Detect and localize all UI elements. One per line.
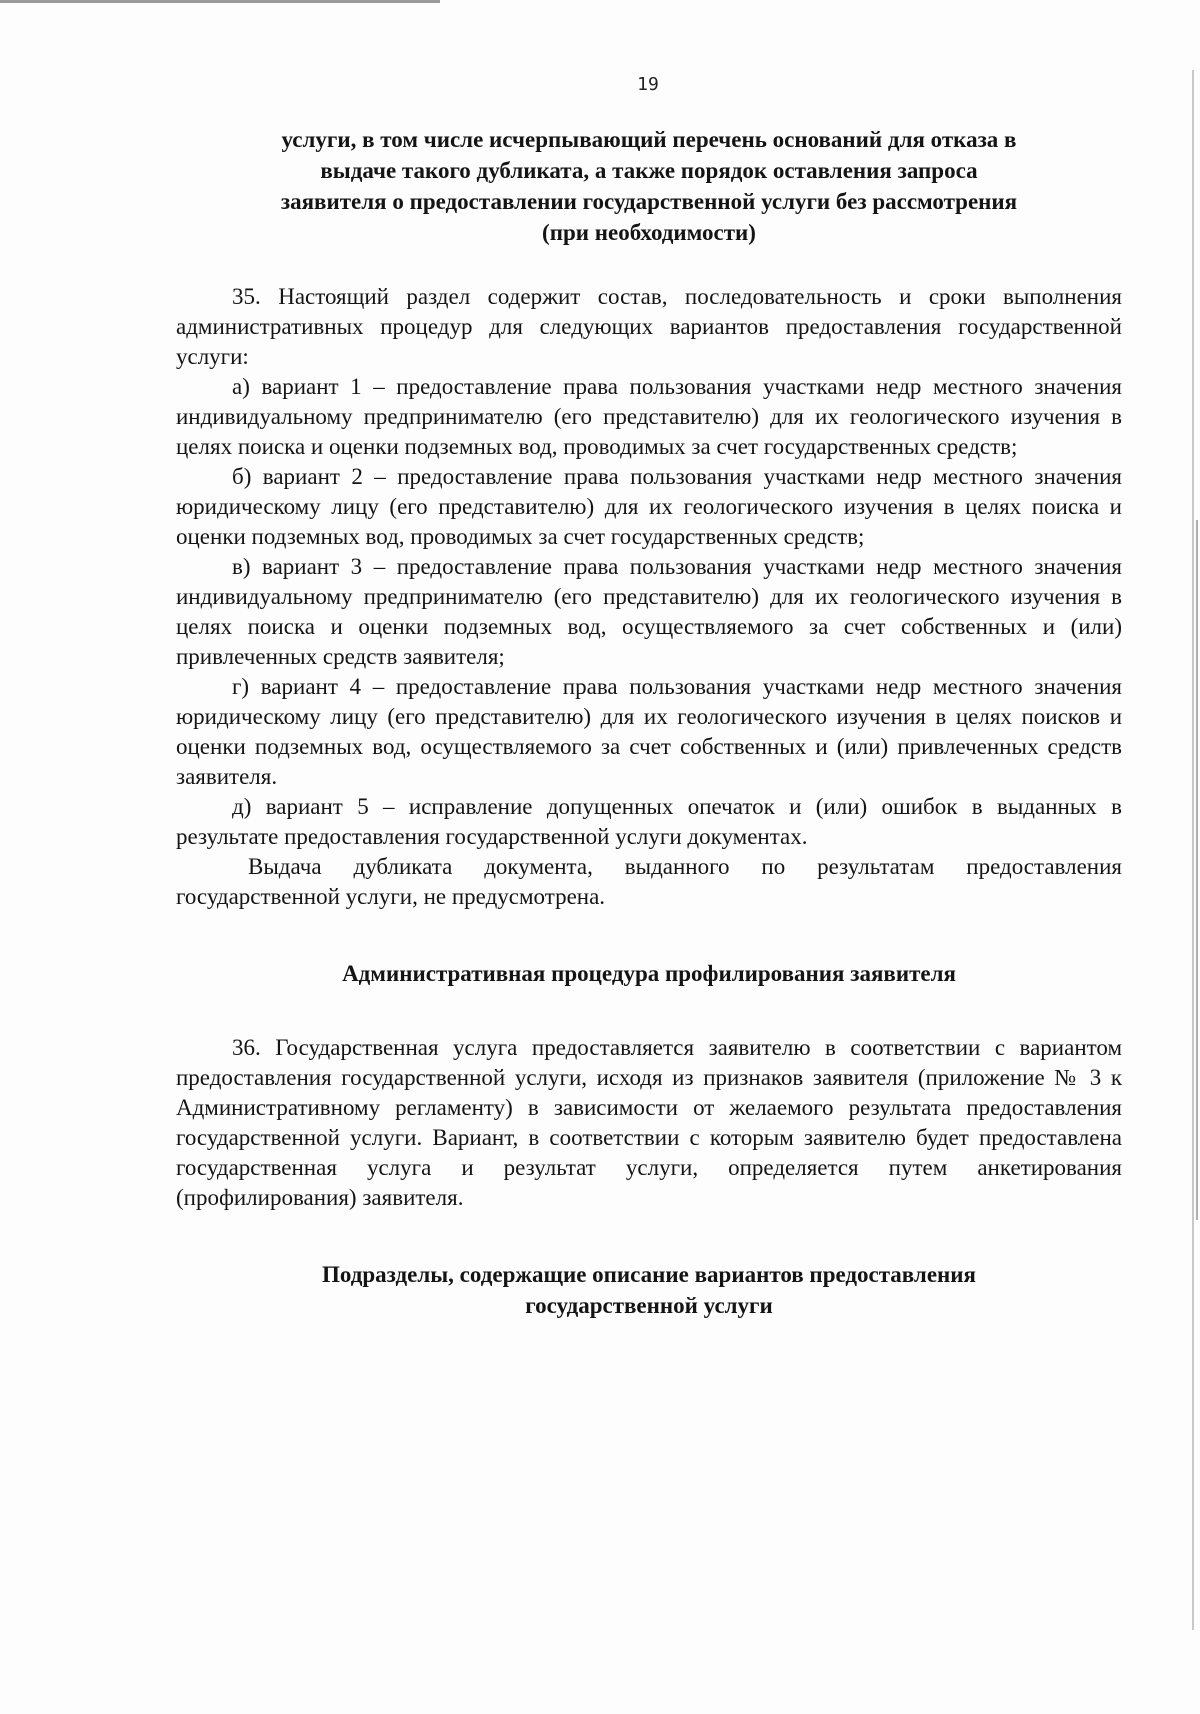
scan-edge-top [0, 0, 440, 3]
document-content [176, 124, 1122, 1321]
section-heading-profiling: Административная процедура профилирования заявителя [342, 961, 956, 986]
section-heading-top [176, 124, 1122, 248]
heading-line: выдаче такого дубликата, а также порядок оставления запроса [320, 158, 978, 183]
paragraph-35-intro: 35. Настоящий раздел содержит состав, последовательность и сроки выполнения административных процедур для следующих вариантов предоставления государственной услуги: [176, 284, 1122, 369]
variant-item-b: б) вариант 2 – предоставление права пользования участками недр местного значения юридическому лицу (его представителю) для их геологического изучения в целях поиска и оценки подземных вод, проводимых за счет государственных средств; [176, 464, 1122, 549]
variant-item-a: а) вариант 1 – предоставление права пользования участками недр местного значения индивидуальному предпринимателю (его представителю) для их геологического изучения в целях поиска и оценки подземных вод, проводимых за счет государственных средств; [176, 374, 1122, 459]
heading-line: Подразделы, содержащие описание вариантов предоставления [322, 1262, 976, 1287]
heading-line: услуги, в том числе исчерпывающий перечень оснований для отказа в [281, 127, 1017, 152]
variant-item-v: в) вариант 3 – предоставление права пользования участками недр местного значения индивидуальному предпринимателю (его представителю) для их геологического изучения в целях поиска и оценки подземных вод, осуществляемого за счет собственных и (или) привлеченных средств заявителя; [176, 554, 1122, 669]
scan-edge-right-shadow [1196, 520, 1198, 1220]
section-35 [176, 282, 1122, 912]
scan-edge-right [1192, 70, 1194, 1630]
heading-line: (при необходимости) [542, 220, 756, 245]
duplicate-note: Выдача дубликата документа, выданного по результатам предоставления государственной услуги, не предусмотрена. [176, 854, 1122, 909]
paragraph-36: 36. Государственная услуга предоставляется заявителю в соответствии с вариантом предоставления государственной услуги, исходя из признаков заявителя (приложение № 3 к Административному регламенту) в зависимости от желаемого результата предоставления государственной услуги. Вариант, в соответствии с которым заявителю будет предоставлена государственная услуга и результат услуги, определяется путем анкетирования (профилирования) заявителя. [176, 1035, 1122, 1210]
page-number: 19 [637, 74, 659, 95]
variant-item-d: д) вариант 5 – исправление допущенных опечаток и (или) ошибок в выданных в результате предоставления государственной услуги документах. [176, 794, 1122, 849]
heading-line: заявителя о предоставлении государственной услуги без рассмотрения [280, 189, 1018, 214]
section-36 [176, 1033, 1122, 1213]
heading-line: государственной услуги [525, 1293, 773, 1318]
section-heading-subsections [176, 1259, 1122, 1321]
variant-item-g: г) вариант 4 – предоставление права пользования участками недр местного значения юридическому лицу (его представителю) для их геологического изучения в целях поисков и оценки подземных вод, осуществляемого за счет собственных и (или) привлеченных средств заявителя. [176, 674, 1122, 789]
